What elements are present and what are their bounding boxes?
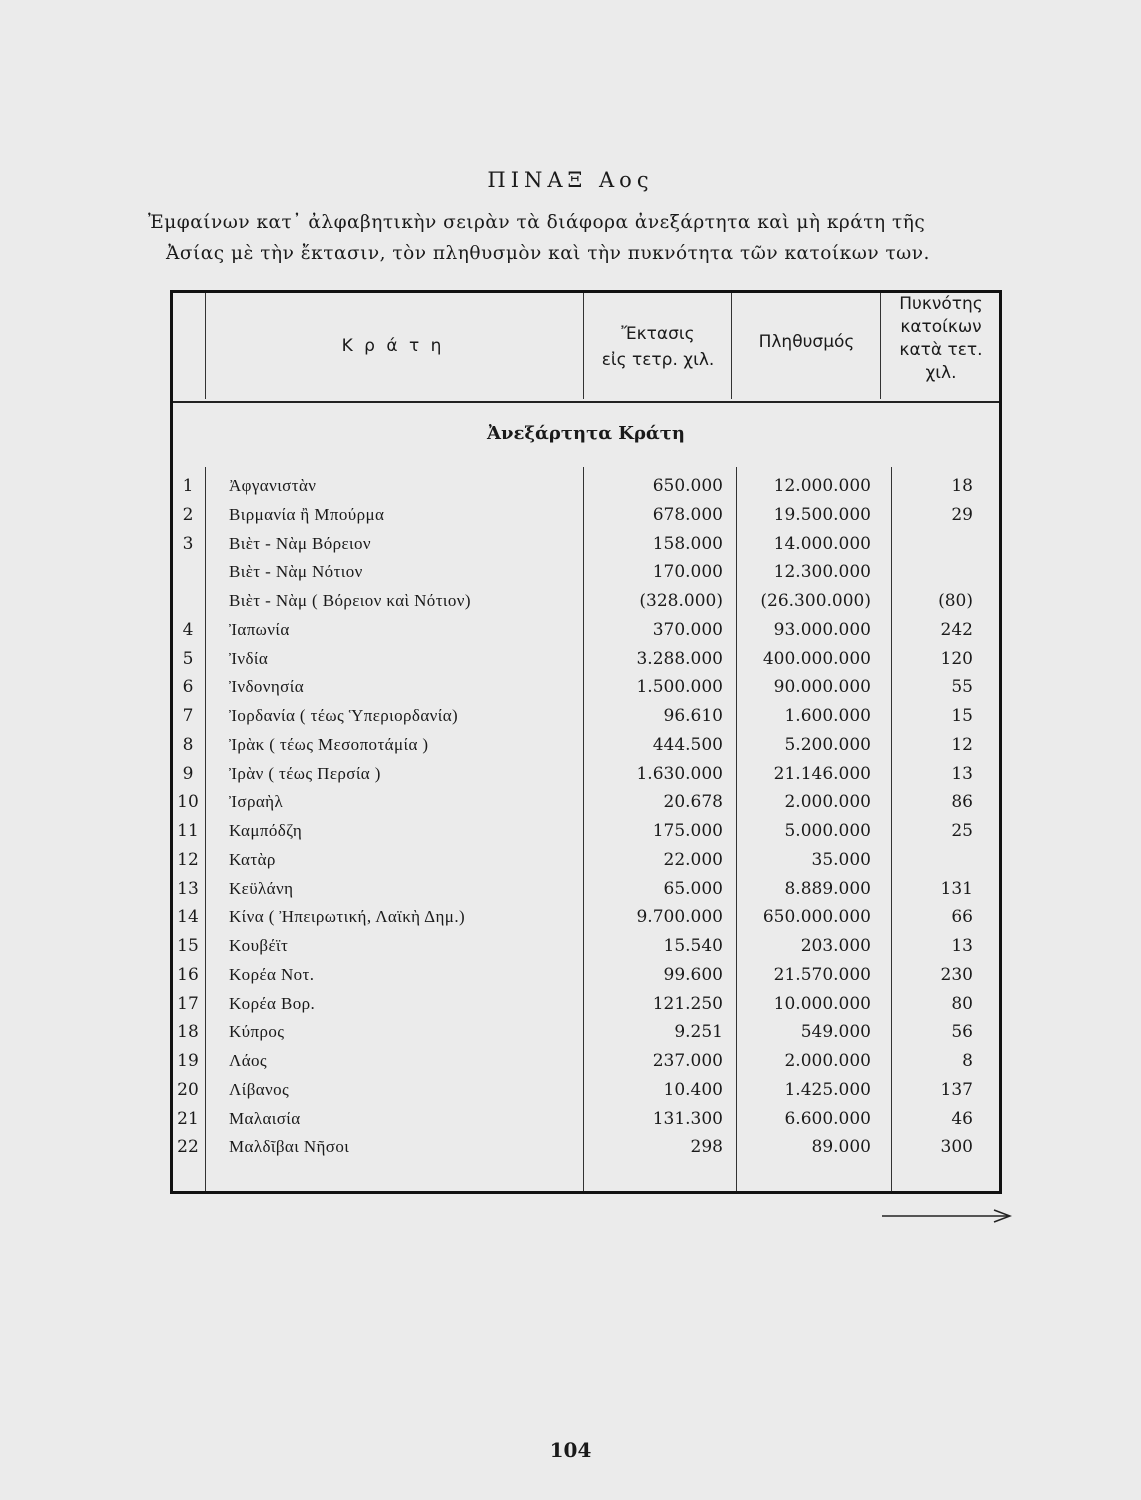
row-population: 650.000.000 bbox=[762, 907, 871, 928]
table-row bbox=[173, 821, 999, 850]
row-state-name: Βιὲτ - Νὰμ ( Βόρειον καὶ Νότιον) bbox=[229, 591, 471, 610]
row-area: (328.000) bbox=[639, 591, 723, 611]
row-population: 90.000.000 bbox=[773, 677, 871, 698]
row-density: 80 bbox=[951, 993, 973, 1014]
row-number: 14 bbox=[177, 907, 199, 928]
row-area: 678.000 bbox=[652, 504, 723, 525]
header-density-line-3: κατὰ τετ. bbox=[899, 340, 983, 360]
states-table bbox=[170, 290, 1002, 1194]
row-density: 242 bbox=[940, 619, 973, 640]
row-population: 19.500.000 bbox=[773, 504, 871, 525]
row-population: 6.600.000 bbox=[784, 1108, 871, 1129]
row-area: 65.000 bbox=[663, 878, 723, 899]
table-row bbox=[173, 706, 999, 735]
row-density: 12 bbox=[951, 734, 973, 755]
row-state-name: Ἰνδονησία bbox=[229, 677, 305, 697]
row-area: 131.300 bbox=[652, 1108, 723, 1129]
row-number: 21 bbox=[177, 1108, 199, 1129]
row-number: 9 bbox=[182, 763, 194, 784]
row-state-name: Κορέα Νοτ. bbox=[229, 964, 315, 984]
row-population: 89.000 bbox=[811, 1137, 871, 1158]
row-state-name: Ἀφγανιστὰν bbox=[229, 476, 317, 495]
row-state-name: Ἰνδία bbox=[229, 648, 269, 668]
row-population: 21.146.000 bbox=[773, 763, 871, 784]
row-number: 17 bbox=[177, 993, 199, 1014]
row-area: 9.251 bbox=[674, 1022, 723, 1043]
row-state-name: Κεϋλάνη bbox=[229, 878, 294, 898]
row-number: 7 bbox=[182, 706, 194, 726]
row-density: 66 bbox=[951, 907, 973, 928]
row-number: 13 bbox=[177, 878, 199, 899]
table-row bbox=[173, 792, 999, 821]
row-population: 400.000.000 bbox=[762, 648, 871, 669]
header-area-line-2: εἰς τετρ. χιλ. bbox=[601, 350, 715, 370]
table-subtitle-line-2: Ἀσίας μὲ τὴν ἔκτασιν, τὸν πληθυσμὸν καὶ τὴν πυκνότητα τῶν κατοίκων των. bbox=[166, 243, 930, 264]
row-population: 93.000.000 bbox=[773, 619, 871, 640]
row-population: 203.000 bbox=[800, 936, 871, 956]
row-number: 22 bbox=[177, 1137, 199, 1158]
header-states: Κ ρ ά τ η bbox=[341, 336, 445, 356]
row-state-name: Κατὰρ bbox=[229, 849, 276, 869]
row-population: 2.000.000 bbox=[784, 1051, 871, 1071]
row-area: 1.630.000 bbox=[636, 763, 723, 784]
row-density: 300 bbox=[940, 1137, 973, 1158]
row-population: (26.300.000) bbox=[760, 591, 871, 611]
row-population: 12.000.000 bbox=[773, 476, 871, 496]
column-rule bbox=[583, 293, 584, 399]
row-number: 19 bbox=[177, 1051, 199, 1071]
row-number: 10 bbox=[177, 792, 199, 813]
row-state-name: Καμπόδζη bbox=[229, 821, 303, 840]
table-row bbox=[173, 677, 999, 706]
row-density: 29 bbox=[951, 504, 973, 525]
row-population: 12.300.000 bbox=[773, 562, 871, 583]
row-area: 3.288.000 bbox=[636, 648, 723, 669]
row-state-name: Κορέα Βορ. bbox=[229, 993, 316, 1013]
row-density: 25 bbox=[951, 821, 973, 841]
row-state-name: Κουβέϊτ bbox=[229, 936, 289, 955]
row-population: 8.889.000 bbox=[784, 878, 871, 899]
row-state-name: Λίβανος bbox=[229, 1079, 290, 1099]
header-density-line-2: κατοίκων bbox=[900, 317, 982, 337]
row-density: 18 bbox=[951, 476, 973, 496]
row-state-name: Βιρμανία ἢ Μπούρμα bbox=[229, 504, 385, 524]
row-number: 8 bbox=[182, 734, 194, 755]
row-density: 137 bbox=[940, 1079, 973, 1100]
table-row bbox=[173, 534, 999, 563]
table-row bbox=[173, 907, 999, 936]
row-population: 35.000 bbox=[811, 849, 871, 870]
row-population: 549.000 bbox=[800, 1022, 871, 1043]
row-area: 444.500 bbox=[652, 734, 723, 755]
table-row bbox=[173, 591, 999, 620]
table-row bbox=[173, 505, 999, 534]
row-area: 237.000 bbox=[652, 1051, 723, 1071]
table-row bbox=[173, 936, 999, 965]
column-rule bbox=[880, 293, 881, 399]
row-number: 4 bbox=[182, 619, 194, 640]
table-row bbox=[173, 1080, 999, 1109]
header-area-line-1: Ἔκτασις bbox=[621, 324, 695, 344]
page-number: 104 bbox=[549, 1438, 592, 1462]
table-row bbox=[173, 735, 999, 764]
row-area: 1.500.000 bbox=[636, 677, 723, 698]
row-population: 1.600.000 bbox=[784, 706, 871, 726]
row-population: 21.570.000 bbox=[773, 964, 871, 985]
table-row bbox=[173, 764, 999, 793]
table-row bbox=[173, 879, 999, 908]
table-row bbox=[173, 562, 999, 591]
row-area: 158.000 bbox=[652, 533, 723, 554]
table-row bbox=[173, 476, 999, 505]
row-number: 15 bbox=[177, 936, 199, 956]
row-population: 2.000.000 bbox=[784, 792, 871, 813]
table-row bbox=[173, 994, 999, 1023]
column-rule bbox=[205, 293, 206, 399]
row-area: 99.600 bbox=[663, 964, 723, 985]
row-state-name: Κύπρος bbox=[229, 1022, 285, 1042]
row-density: 120 bbox=[940, 648, 973, 669]
arrow-right-icon bbox=[882, 1208, 1012, 1224]
header-population: Πληθυσμός bbox=[758, 332, 855, 352]
table-subtitle-line-1: Ἐμφαίνων κατ᾽ ἀλφαβητικὴν σειρὰν τὰ διάφορα ἀνεξάρτητα καὶ μὴ κράτη τῆς bbox=[148, 212, 926, 233]
row-area: 298 bbox=[690, 1137, 723, 1158]
row-state-name: Ἰρὰν ( τέως Περσία ) bbox=[229, 763, 381, 783]
row-area: 10.400 bbox=[663, 1079, 723, 1100]
row-state-name: Ἰσραὴλ bbox=[229, 792, 284, 812]
row-density: 230 bbox=[940, 964, 973, 985]
section-title: Ἀνεξάρτητα Κράτη bbox=[487, 423, 685, 444]
table-row bbox=[173, 649, 999, 678]
row-density: 55 bbox=[951, 677, 973, 698]
header-rule bbox=[173, 401, 999, 403]
row-number: 2 bbox=[182, 504, 194, 525]
table-row bbox=[173, 1022, 999, 1051]
table-row bbox=[173, 1137, 999, 1166]
row-state-name: Βιὲτ - Νὰμ Βόρειον bbox=[229, 533, 372, 553]
table-row bbox=[173, 965, 999, 994]
row-state-name: Λάος bbox=[229, 1051, 268, 1070]
row-number: 18 bbox=[177, 1022, 199, 1043]
row-area: 20.678 bbox=[663, 792, 723, 813]
row-number: 20 bbox=[177, 1079, 199, 1100]
row-density: 15 bbox=[951, 706, 973, 726]
row-number: 3 bbox=[182, 533, 194, 554]
row-state-name: Κίνα ( Ἠπειρωτική, Λαϊκὴ Δημ.) bbox=[229, 907, 466, 927]
row-area: 22.000 bbox=[663, 849, 723, 870]
row-area: 650.000 bbox=[652, 476, 723, 496]
row-population: 14.000.000 bbox=[773, 533, 871, 554]
table-row bbox=[173, 620, 999, 649]
table-row bbox=[173, 1051, 999, 1080]
row-population: 5.000.000 bbox=[784, 821, 871, 841]
row-state-name: Ἰορδανία ( τέως Ὑπεριορδανία) bbox=[229, 706, 459, 725]
row-density: 86 bbox=[951, 792, 973, 813]
row-density: 8 bbox=[962, 1051, 973, 1071]
row-density: 56 bbox=[951, 1022, 973, 1043]
row-state-name: Μαλαισία bbox=[229, 1108, 301, 1128]
row-area: 15.540 bbox=[663, 936, 723, 956]
column-rule bbox=[731, 293, 732, 399]
row-area: 175.000 bbox=[652, 821, 723, 841]
row-area: 121.250 bbox=[652, 993, 723, 1014]
row-area: 9.700.000 bbox=[636, 907, 723, 928]
table-row bbox=[173, 850, 999, 879]
row-number: 1 bbox=[182, 476, 194, 496]
row-state-name: Ἰαπωνία bbox=[229, 619, 290, 639]
row-number: 6 bbox=[182, 677, 194, 698]
row-state-name: Ἰρὰκ ( τέως Μεσοποτάμία ) bbox=[229, 734, 429, 754]
row-population: 5.200.000 bbox=[784, 734, 871, 755]
table-title: ΠΙΝΑΞ Αος bbox=[487, 168, 654, 192]
row-number: 16 bbox=[177, 964, 199, 985]
row-area: 96.610 bbox=[663, 706, 723, 726]
header-density-line-1: Πυκνότης bbox=[899, 294, 983, 314]
row-number: 5 bbox=[182, 648, 194, 669]
row-population: 10.000.000 bbox=[773, 993, 871, 1014]
row-density: 46 bbox=[951, 1108, 973, 1129]
row-area: 170.000 bbox=[652, 562, 723, 583]
row-state-name: Μαλδῖβαι Νῆσοι bbox=[229, 1137, 350, 1157]
row-density: 13 bbox=[951, 936, 973, 956]
header-density-line-4: χιλ. bbox=[925, 363, 957, 383]
row-population: 1.425.000 bbox=[784, 1079, 871, 1100]
row-density: 131 bbox=[940, 878, 973, 899]
row-area: 370.000 bbox=[652, 619, 723, 640]
row-state-name: Βιὲτ - Νὰμ Νότιον bbox=[229, 562, 363, 582]
row-number: 12 bbox=[177, 849, 199, 870]
row-density: 13 bbox=[951, 763, 973, 784]
row-number: 11 bbox=[177, 821, 199, 841]
table-row bbox=[173, 1109, 999, 1138]
row-density: (80) bbox=[938, 591, 973, 611]
